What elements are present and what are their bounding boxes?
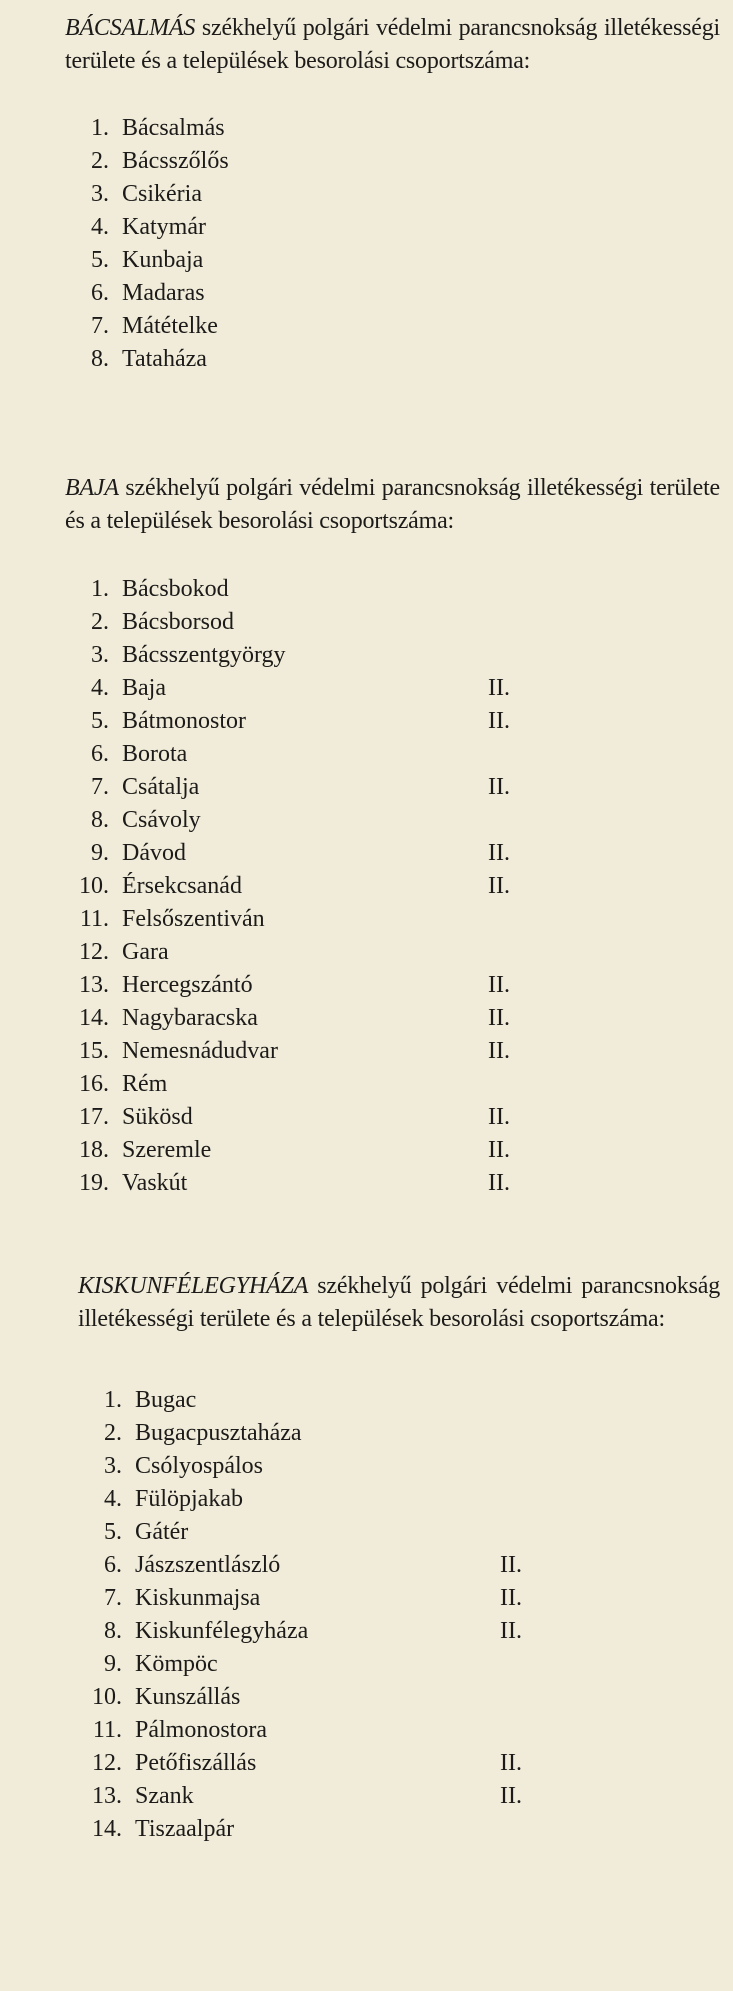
settlement-name: Felsőszentiván [122, 906, 265, 932]
list-item [65, 738, 720, 771]
list-item [78, 1681, 720, 1714]
settlement-name: Gátér [135, 1519, 189, 1545]
settlement-name: Sükösd [122, 1104, 193, 1130]
settlement-name: Kömpöc [135, 1651, 218, 1677]
group-number: II. [488, 873, 510, 899]
group-number: II. [488, 1170, 510, 1196]
settlement-name: Petőfiszállás [135, 1750, 257, 1776]
settlement-name: Csikéria [122, 181, 202, 207]
item-number: 14. [79, 1005, 109, 1031]
section-text: székhelyű polgári védelmi parancsnokság illetékességi területe és a települések besorolási csoportszáma: [65, 475, 720, 534]
item-number: 18. [79, 1137, 109, 1163]
settlement-name: Bátmonostor [122, 708, 246, 734]
item-number: 13. [92, 1783, 122, 1809]
list-item [78, 1813, 720, 1846]
group-number: II. [488, 708, 510, 734]
settlement-name: Bácsszőlős [122, 148, 229, 174]
group-number: II. [500, 1783, 522, 1809]
item-number: 6. [91, 741, 109, 767]
settlement-name: Bácsszentgyörgy [122, 642, 286, 668]
item-number: 7. [91, 774, 109, 800]
item-number: 4. [91, 675, 109, 701]
group-number: II. [488, 1137, 510, 1163]
section-intro [65, 472, 720, 538]
list-item [65, 145, 720, 178]
item-number: 11. [79, 906, 109, 932]
list-item [78, 1483, 720, 1516]
settlement-name: Kiskunmajsa [135, 1585, 261, 1611]
item-number: 3. [104, 1453, 122, 1479]
list-item [65, 343, 720, 376]
item-number: 15. [79, 1038, 109, 1064]
settlement-name: Csólyospálos [135, 1453, 264, 1479]
item-number: 3. [91, 642, 109, 668]
section-city: BAJA [65, 475, 119, 501]
settlement-name: Nagybaracska [122, 1005, 258, 1031]
list-item [78, 1648, 720, 1681]
item-number: 16. [79, 1071, 109, 1097]
item-number: 8. [104, 1618, 122, 1644]
item-number: 5. [91, 708, 109, 734]
item-number: 9. [91, 840, 109, 866]
settlement-name: Gara [122, 939, 169, 965]
item-number: 1. [91, 576, 109, 602]
item-number: 7. [91, 313, 109, 339]
list-item [65, 178, 720, 211]
item-number: 3. [91, 181, 109, 207]
settlement-name: Nemesnádudvar [122, 1038, 278, 1064]
section-intro [78, 1270, 720, 1336]
section-intro [65, 12, 720, 78]
item-number: 8. [91, 807, 109, 833]
item-number: 13. [79, 972, 109, 998]
group-number: II. [488, 972, 510, 998]
list-item [78, 1747, 720, 1780]
list-item [78, 1549, 720, 1582]
item-number: 5. [104, 1519, 122, 1545]
group-number: II. [488, 1104, 510, 1130]
list-item [65, 771, 720, 804]
group-number: II. [500, 1750, 522, 1776]
list-item [65, 277, 720, 310]
group-number: II. [500, 1585, 522, 1611]
item-number: 8. [91, 346, 109, 372]
settlement-name: Csátalja [122, 774, 200, 800]
section-city: KISKUNFÉLEGYHÁZA [78, 1273, 309, 1299]
list-item [65, 804, 720, 837]
section-city: BÁCSALMÁS [65, 15, 196, 41]
list-item [78, 1615, 720, 1648]
item-number: 12. [92, 1750, 122, 1776]
list-item [65, 639, 720, 672]
settlement-name: Szank [135, 1783, 194, 1809]
settlement-name: Csávoly [122, 807, 201, 833]
list-item [65, 1068, 720, 1101]
item-number: 4. [104, 1486, 122, 1512]
list-item [78, 1582, 720, 1615]
section-text: székhelyű polgári védelmi parancsnokság illetékességi területe és a települések besorolási csoportszáma: [65, 15, 720, 74]
list-item [65, 310, 720, 343]
group-number: II. [500, 1618, 522, 1644]
settlement-name: Kunbaja [122, 247, 204, 273]
list-item [78, 1417, 720, 1450]
list-item [65, 1134, 720, 1167]
section-baja [65, 472, 720, 1200]
list-item [65, 1101, 720, 1134]
settlement-name: Kunszállás [135, 1684, 241, 1710]
list-item [78, 1384, 720, 1417]
item-number: 17. [79, 1104, 109, 1130]
settlement-name: Bácsborsod [122, 609, 234, 635]
list-item [65, 606, 720, 639]
settlement-name: Rém [122, 1071, 168, 1097]
settlement-name: Katymár [122, 214, 206, 240]
settlement-name: Kiskunfélegyháza [135, 1618, 309, 1644]
group-number: II. [488, 1005, 510, 1031]
settlement-name: Dávod [122, 840, 186, 866]
list-item [65, 936, 720, 969]
item-number: 2. [104, 1420, 122, 1446]
settlement-name: Jászszentlászló [135, 1552, 281, 1578]
item-number: 9. [104, 1651, 122, 1677]
group-number: II. [488, 774, 510, 800]
settlement-name: Szeremle [122, 1137, 212, 1163]
settlement-name: Bugacpusztaháza [135, 1420, 302, 1446]
item-number: 10. [92, 1684, 122, 1710]
settlement-name: Hercegszántó [122, 972, 253, 998]
list-item [78, 1516, 720, 1549]
item-number: 14. [92, 1816, 122, 1842]
item-number: 7. [104, 1585, 122, 1611]
item-number: 10. [79, 873, 109, 899]
settlement-name: Tataháza [122, 346, 207, 372]
settlement-list [78, 1384, 720, 1846]
list-item [65, 672, 720, 705]
item-number: 1. [104, 1387, 122, 1413]
group-number: II. [488, 675, 510, 701]
list-item [65, 903, 720, 936]
list-item [78, 1450, 720, 1483]
group-number: II. [500, 1552, 522, 1578]
list-item [65, 244, 720, 277]
settlement-name: Tiszaalpár [135, 1816, 235, 1842]
item-number: 5. [91, 247, 109, 273]
item-number: 6. [91, 280, 109, 306]
list-item [65, 870, 720, 903]
list-item [65, 969, 720, 1002]
section-text: székhelyű polgári védelmi parancsnokság illetékességi területe és a települések besorolási csoportszáma: [78, 1273, 720, 1332]
list-item [65, 211, 720, 244]
item-number: 2. [91, 148, 109, 174]
list-item [78, 1714, 720, 1747]
settlement-name: Bugac [135, 1387, 197, 1413]
list-item [65, 1035, 720, 1068]
settlement-name: Vaskút [122, 1170, 188, 1196]
item-number: 2. [91, 609, 109, 635]
settlement-name: Bácsalmás [122, 115, 225, 141]
settlement-name: Mátételke [122, 313, 218, 339]
section-bacsalmas [65, 12, 720, 376]
item-number: 12. [79, 939, 109, 965]
settlement-name: Érsekcsanád [122, 873, 242, 899]
list-item [65, 1167, 720, 1200]
item-number: 19. [79, 1170, 109, 1196]
section-kiskunfelegyhaza [78, 1270, 720, 1846]
settlement-name: Borota [122, 741, 188, 767]
list-item [65, 573, 720, 606]
settlement-name: Bácsbokod [122, 576, 229, 602]
item-number: 11. [92, 1717, 122, 1743]
settlement-list [65, 112, 720, 376]
list-item [65, 112, 720, 145]
item-number: 1. [91, 115, 109, 141]
list-item [65, 705, 720, 738]
settlement-name: Fülöpjakab [135, 1486, 243, 1512]
list-item [65, 837, 720, 870]
settlement-name: Madaras [122, 280, 205, 306]
item-number: 6. [104, 1552, 122, 1578]
list-item [65, 1002, 720, 1035]
item-number: 4. [91, 214, 109, 240]
list-item [78, 1780, 720, 1813]
settlement-list [65, 573, 720, 1200]
group-number: II. [488, 840, 510, 866]
settlement-name: Baja [122, 675, 166, 701]
group-number: II. [488, 1038, 510, 1064]
settlement-name: Pálmonostora [135, 1717, 267, 1743]
